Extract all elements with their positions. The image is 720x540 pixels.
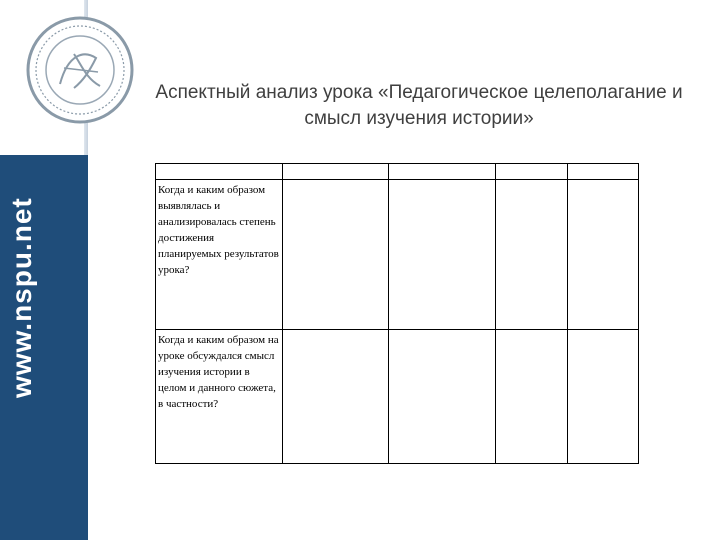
table-cell [388, 180, 496, 330]
table-cell [496, 330, 568, 464]
table-cell [282, 180, 388, 330]
table-cell [282, 330, 388, 464]
slide-title: Аспектный анализ урока «Педагогическое целеполагание и смысл изучения истории» [155, 82, 683, 129]
table-row [156, 330, 639, 464]
table-cell [496, 180, 568, 330]
question-cell: Когда и каким образом на уроке обсуждался смысл изучения истории в целом и данного сюжета, в частности? [156, 330, 283, 464]
table-header-row [156, 164, 639, 180]
table-row [156, 180, 639, 330]
header-cell [156, 164, 283, 180]
table-cell [388, 330, 496, 464]
question-cell: Когда и каким образом выявлялась и анализировалась степень достижения планируемых результатов урока? [156, 180, 283, 330]
university-emblem-icon [24, 14, 136, 126]
header-cell [568, 164, 639, 180]
table-cell [568, 180, 639, 330]
header-cell [496, 164, 568, 180]
table-cell [568, 330, 639, 464]
header-cell [388, 164, 496, 180]
site-url[interactable]: www.nspu.net [6, 197, 37, 398]
analysis-table [155, 163, 639, 464]
header-cell [282, 164, 388, 180]
